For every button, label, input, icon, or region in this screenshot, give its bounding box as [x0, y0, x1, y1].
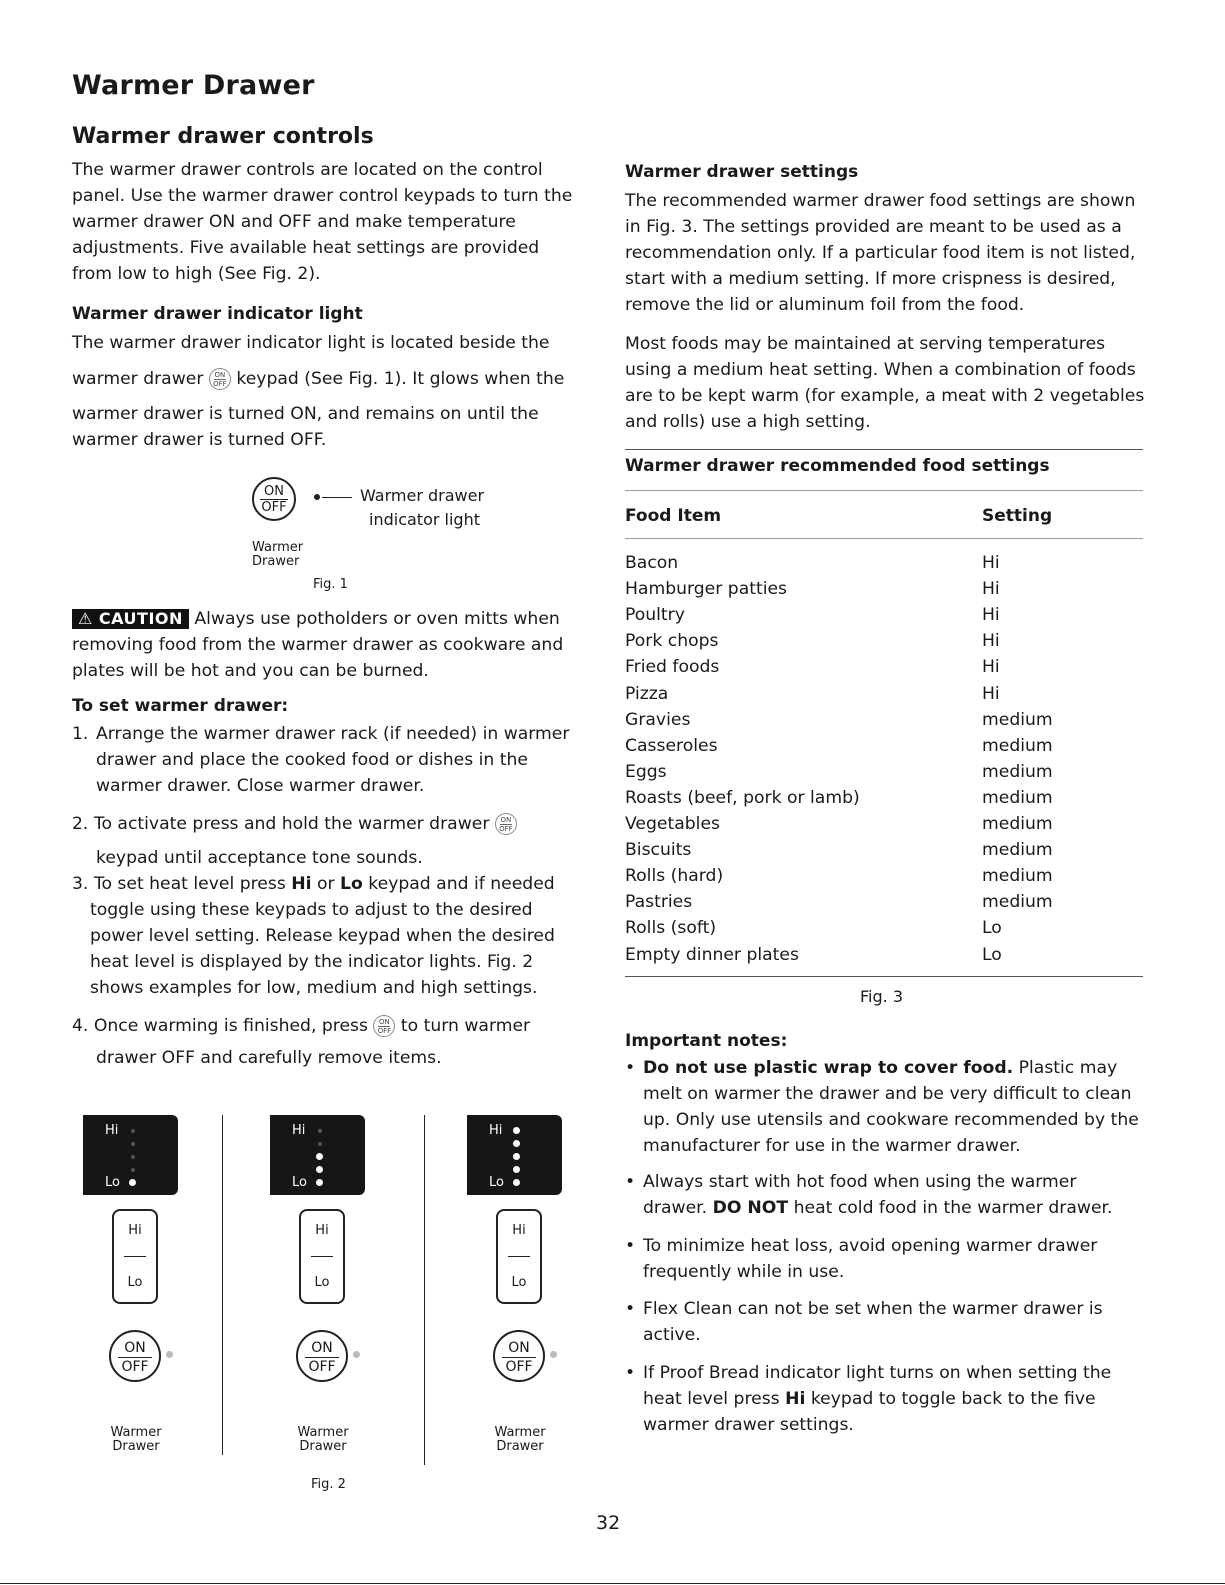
lo-key-label: Lo — [511, 1275, 527, 1290]
heat-indicator-light — [513, 1127, 520, 1134]
food-item-cell: Rolls (hard) — [625, 866, 724, 887]
heat-indicator-light — [513, 1179, 520, 1186]
setting-cell: Hi — [982, 605, 1000, 626]
table-rule — [625, 490, 1143, 491]
notes-heading: Important notes: — [625, 1031, 788, 1051]
on-off-divider — [305, 1357, 339, 1358]
heat-indicator-light — [131, 1142, 135, 1146]
heat-level-display — [467, 1115, 562, 1195]
table-top-rule — [625, 449, 1143, 450]
table-row — [625, 631, 1000, 652]
table-row — [625, 918, 1002, 939]
fig3-caption: Fig. 3 — [860, 987, 903, 1006]
heat-indicator-light — [316, 1166, 323, 1173]
controls-paragraph: The warmer drawer controls are located on the control panel. Use the warmer drawer control keypads to turn the warmer drawer ON and OFF and make temperature adjustments. Five available heat settings are provided from low to high (See Fig. 2). — [72, 160, 573, 284]
food-item-cell: Pork chops — [625, 631, 719, 652]
setting-cell: medium — [982, 892, 1053, 913]
fig1-under-label: Warmer Drawer — [252, 540, 304, 569]
caution-line-2: removing food from the warmer drawer as cookware and — [72, 635, 564, 655]
set-drawer-heading: To set warmer drawer: — [72, 696, 289, 716]
heat-level-display — [83, 1115, 178, 1195]
hi-lo-keypad[interactable] — [112, 1209, 158, 1304]
table-row — [625, 840, 1053, 861]
display-lo-label: Lo — [489, 1175, 504, 1190]
setting-cell: Hi — [982, 579, 1000, 600]
page-title: Warmer Drawer — [72, 70, 315, 101]
fig1-label-line1: Warmer drawer — [360, 486, 485, 505]
setting-cell: Hi — [982, 631, 1000, 652]
on-off-divider — [118, 1357, 152, 1358]
on-off-divider — [502, 1357, 536, 1358]
on-label: ON — [124, 1340, 146, 1356]
indicator-heading: Warmer drawer indicator light — [72, 304, 363, 324]
on-off-button[interactable] — [109, 1330, 161, 1382]
table-header-rule — [625, 538, 1143, 539]
heat-indicator-light — [316, 1179, 323, 1186]
display-hi-label: Hi — [105, 1123, 119, 1138]
table-row — [625, 605, 1000, 626]
off-label: OFF — [308, 1359, 336, 1375]
on-off-keypad-icon: ON OFF — [209, 368, 231, 390]
on-off-button[interactable] — [296, 1330, 348, 1382]
setting-cell: Hi — [982, 553, 1000, 573]
food-item-cell: Empty dinner plates — [625, 944, 799, 965]
indicator-line-4: warmer drawer is turned OFF. — [72, 430, 327, 450]
display-lo-label: Lo — [105, 1175, 120, 1190]
food-item-cell: Hamburger patties — [625, 579, 788, 600]
display-hi-label: Hi — [292, 1123, 306, 1138]
note-2: • Always start with hot food when using the warmer drawer. DO NOT heat cold food in the warmer drawer. — [625, 1172, 1113, 1218]
table-title: Warmer drawer recommended food settings — [625, 456, 1050, 476]
table-row — [625, 709, 1053, 730]
col-setting: Setting — [982, 506, 1053, 526]
warmer-indicator-light — [353, 1351, 360, 1358]
col-food-item: Food Item — [625, 506, 722, 526]
setting-cell: medium — [982, 866, 1053, 887]
table-bottom-rule — [625, 976, 1143, 977]
lo-key-label: Lo — [127, 1275, 143, 1290]
table-row — [625, 944, 1002, 965]
setting-cell: Lo — [982, 944, 1002, 965]
heat-indicator-light — [318, 1142, 322, 1146]
indicator-line-2 — [72, 366, 564, 392]
food-item-cell: Poultry — [625, 605, 685, 626]
setting-cell: medium — [982, 709, 1053, 730]
note-3: • To minimize heat loss, avoid opening warmer drawer frequently while in use. — [625, 1236, 1098, 1282]
on-off-keypad-icon: ON OFF — [495, 813, 517, 835]
table-row — [625, 683, 1000, 704]
heat-indicator-light — [513, 1153, 520, 1160]
note-5: • If Proof Bread indicator light turns on when setting the heat level press Hi keypad to toggle back to the five warmer drawer settings. — [625, 1363, 1112, 1435]
fig1-caption: Fig. 1 — [313, 577, 348, 592]
step-3: 3. To set heat level press Hi or Lo keypad and if needed toggle using these keypads to adjust to the desired power level setting. Release keypad when the desired heat level is displayed by the indicator lights. Fig. 2 shows examples for low, medium and high settings. — [72, 874, 555, 998]
heat-indicator-light — [129, 1179, 136, 1186]
hi-key-label: Hi — [512, 1223, 526, 1238]
setting-cell: medium — [982, 735, 1053, 756]
step-4-cont: drawer OFF and carefully remove items. — [96, 1048, 442, 1068]
table-row — [625, 814, 1053, 834]
setting-cell: Hi — [982, 657, 1000, 678]
food-item-cell: Eggs — [625, 761, 667, 782]
table-row — [625, 657, 1000, 678]
on-off-button[interactable] — [493, 1330, 545, 1382]
heat-indicator-light — [131, 1129, 135, 1133]
hi-key-label: Hi — [128, 1223, 142, 1238]
off-label: OFF — [121, 1359, 149, 1375]
setting-cell: medium — [982, 761, 1053, 782]
settings-para-1: The recommended warmer drawer food settings are shown in Fig. 3. The settings provided are meant to be used as a recommendation only. If a particular food item is not listed, start with a medium setting. If more crispness is desired, remove the lid or aluminum foil from the food. — [625, 191, 1136, 315]
table-row — [625, 735, 1053, 756]
on-off-keypad-icon: ON OFF — [373, 1015, 395, 1037]
food-item-cell: Pastries — [625, 892, 693, 913]
heat-indicator-light — [131, 1168, 135, 1172]
indicator-line-1: The warmer drawer indicator light is located beside the — [72, 333, 550, 353]
heat-indicator-light — [131, 1155, 135, 1159]
warmer-indicator-light — [166, 1351, 173, 1358]
fig2-divider — [222, 1115, 223, 1455]
caution-badge: ⚠ CAUTION — [72, 609, 189, 629]
food-item-cell: Bacon — [625, 553, 679, 573]
warmer-drawer-label: Warmer Drawer — [494, 1425, 546, 1454]
note-4: • Flex Clean can not be set when the warmer drawer is active. — [625, 1299, 1103, 1345]
table-row — [625, 761, 1053, 782]
heat-indicator-light — [513, 1166, 520, 1173]
food-item-cell: Roasts (beef, pork or lamb) — [625, 787, 860, 808]
setting-cell: Lo — [982, 918, 1002, 939]
lo-key-label: Lo — [314, 1275, 330, 1290]
table-row — [625, 579, 1000, 600]
food-item-cell: Casseroles — [625, 735, 718, 756]
heat-indicator-light — [318, 1129, 322, 1133]
food-item-cell: Rolls (soft) — [625, 918, 717, 939]
table-row — [625, 553, 1000, 573]
food-item-cell: Vegetables — [625, 814, 720, 834]
keypad-divider — [124, 1256, 146, 1257]
fig1-label-line2: indicator light — [369, 510, 480, 529]
hi-lo-keypad[interactable] — [299, 1209, 345, 1304]
food-item-cell: Biscuits — [625, 840, 692, 861]
table-row — [625, 787, 1053, 808]
table-row — [625, 866, 1053, 887]
food-item-cell: Gravies — [625, 709, 691, 730]
fig1-on-off-button-icon: ON OFF — [252, 477, 296, 521]
on-label: ON — [311, 1340, 333, 1356]
heat-level-display — [270, 1115, 365, 1195]
settings-heading: Warmer drawer settings — [625, 162, 859, 182]
fig2-caption: Fig. 2 — [311, 1477, 346, 1492]
setting-cell: medium — [982, 814, 1053, 834]
display-lo-label: Lo — [292, 1175, 307, 1190]
food-item-cell: Fried foods — [625, 657, 720, 678]
setting-cell: medium — [982, 787, 1053, 808]
keypad-divider — [311, 1256, 333, 1257]
step-2-cont: keypad until acceptance tone sounds. — [96, 848, 423, 868]
hi-key-label: Hi — [315, 1223, 329, 1238]
indicator-line-3: warmer drawer is turned ON, and remains on until the — [72, 404, 539, 424]
caution-line-3: plates will be hot and you can be burned. — [72, 661, 429, 681]
page-bottom-rule — [0, 1583, 1225, 1584]
heat-indicator-light — [513, 1140, 520, 1147]
indicator-light-icon — [314, 494, 320, 500]
food-item-cell: Pizza — [625, 683, 669, 704]
table-row — [625, 892, 1053, 913]
warmer-drawer-label: Warmer Drawer — [110, 1425, 162, 1454]
off-label: OFF — [505, 1359, 533, 1375]
fig1-pointer-line — [322, 497, 352, 498]
display-hi-label: Hi — [489, 1123, 503, 1138]
setting-cell: Hi — [982, 683, 1000, 704]
indicator-line-2a: warmer drawer — [72, 369, 204, 389]
hi-lo-keypad[interactable] — [496, 1209, 542, 1304]
keypad-divider — [508, 1256, 530, 1257]
warmer-drawer-label: Warmer Drawer — [297, 1425, 349, 1454]
fig2-divider — [424, 1115, 425, 1465]
on-label: ON — [508, 1340, 530, 1356]
indicator-line-2b: keypad (See Fig. 1). It glows when the — [236, 369, 565, 389]
controls-heading: Warmer drawer controls — [72, 124, 374, 149]
page-number: 32 — [596, 1512, 621, 1534]
note-1: • Do not use plastic wrap to cover food. Plastic may melt on warmer the drawer and be very difficult to clean up. Only use utensils and cookware recommended by the manufacturer for use in the warmer drawer. — [625, 1058, 1139, 1156]
setting-cell: medium — [982, 840, 1053, 861]
step-2: 2. To activate press and hold the warmer drawer ON OFF — [72, 811, 517, 837]
caution-line-1: ⚠ CAUTION Always use potholders or oven mitts when — [72, 606, 582, 632]
heat-indicator-light — [316, 1153, 323, 1160]
step-1: 1. Arrange the warmer drawer rack (if needed) in warmer drawer and place the cooked food or dishes in the warmer drawer. Close warmer drawer. — [72, 724, 570, 796]
settings-para-2: Most foods may be maintained at serving temperatures using a medium heat setting. When a combination of foods are to be kept warm (for example, a meat with 2 vegetables and rolls) use a high setting. — [625, 334, 1145, 432]
step-4: 4. Once warming is finished, press ON OFF to turn warmer — [72, 1016, 531, 1036]
warmer-indicator-light — [550, 1351, 557, 1358]
